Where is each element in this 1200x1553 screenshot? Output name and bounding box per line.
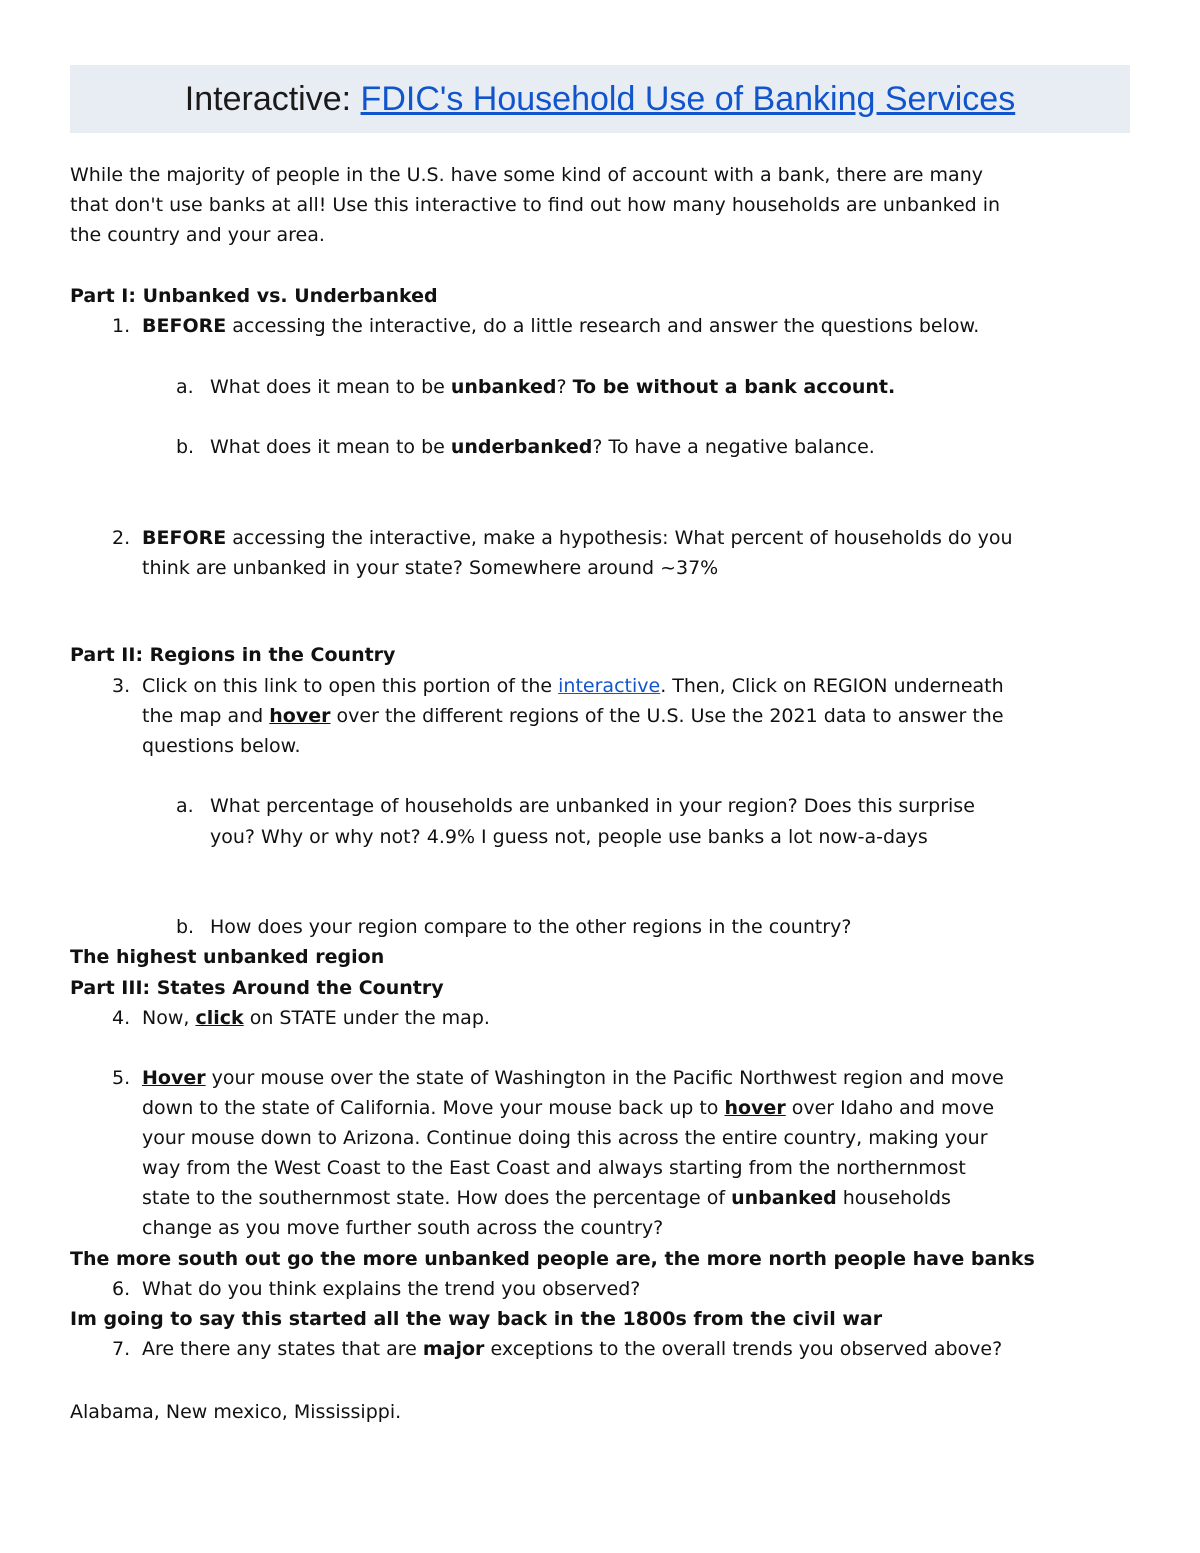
question-5-line-6: change as you move further south across the country?: [142, 1217, 664, 1239]
question-5-line-5: state to the southernmost state. How does the percentage of unbanked households: [142, 1187, 951, 1209]
question-7: 7. Are there any states that are major exceptions to the overall trends you observed above?: [112, 1338, 1003, 1360]
question-2-line-2: think are unbanked in your state? Somewhere around ~37%: [142, 557, 719, 579]
answer-7: Alabama, New mexico, Mississippi.: [70, 1401, 402, 1423]
part2-heading: Part II: Regions in the Country: [70, 644, 396, 666]
intro-line-2: that don't use banks at all! Use this interactive to find out how many households are unbanked in: [70, 194, 1001, 216]
part1-heading: Part I: Unbanked vs. Underbanked: [70, 285, 438, 307]
answer-1b: To have a negative balance.: [608, 436, 875, 458]
question-3b: b. How does your region compare to the other regions in the country?: [176, 916, 852, 938]
intro-line-3: the country and your area.: [70, 224, 325, 246]
intro-line-1: While the majority of people in the U.S. have some kind of account with a bank, there are many: [70, 164, 983, 186]
question-1b: b. What does it mean to be underbanked? To have a negative balance.: [176, 436, 875, 458]
question-3a-line-2: you? Why or why not? 4.9% I guess not, people use banks a lot now-a-days: [210, 826, 928, 848]
question-3a: a. What percentage of households are unbanked in your region? Does this surprise: [176, 795, 975, 817]
title-banner: [70, 65, 1130, 133]
answer-3b: The highest unbanked region: [70, 946, 385, 968]
interactive-link[interactable]: interactive: [558, 675, 661, 697]
question-4: 4. Now, click on STATE under the map.: [112, 1007, 490, 1029]
answer-1a: To be without a bank account.: [572, 376, 896, 398]
question-6: 6. What do you think explains the trend you observed?: [112, 1278, 641, 1300]
question-3-line-3: questions below.: [142, 735, 301, 757]
question-5-line-4: way from the West Coast to the East Coast and always starting from the northernmost: [142, 1157, 966, 1179]
question-5: 5. Hover your mouse over the state of Washington in the Pacific Northwest region and move: [112, 1067, 1004, 1089]
fdic-title-link[interactable]: FDIC's Household Use of Banking Services: [360, 79, 1016, 118]
question-3: 3. Click on this link to open this portion of the interactive. Then, Click on REGION underneath: [112, 675, 1004, 697]
question-1a: a. What does it mean to be unbanked? To be without a bank account.: [176, 376, 896, 398]
question-5-line-3: your mouse down to Arizona. Continue doing this across the entire country, making your: [142, 1127, 988, 1149]
answer-6: Im going to say this started all the way back in the 1800s from the civil war: [70, 1308, 883, 1330]
question-3-line-2: the map and hover over the different regions of the U.S. Use the 2021 data to answer the: [142, 705, 1004, 727]
question-1: 1. BEFORE accessing the interactive, do a little research and answer the questions below.: [112, 315, 980, 337]
question-2: 2. BEFORE accessing the interactive, make a hypothesis: What percent of households do you: [112, 527, 1013, 549]
part3-heading: Part III: States Around the Country: [70, 977, 444, 999]
title-prefix: Interactive:: [184, 79, 352, 118]
answer-5: The more south out go the more unbanked people are, the more north people have banks: [70, 1248, 1035, 1270]
question-5-line-2: down to the state of California. Move your mouse back up to hover over Idaho and move: [142, 1097, 995, 1119]
